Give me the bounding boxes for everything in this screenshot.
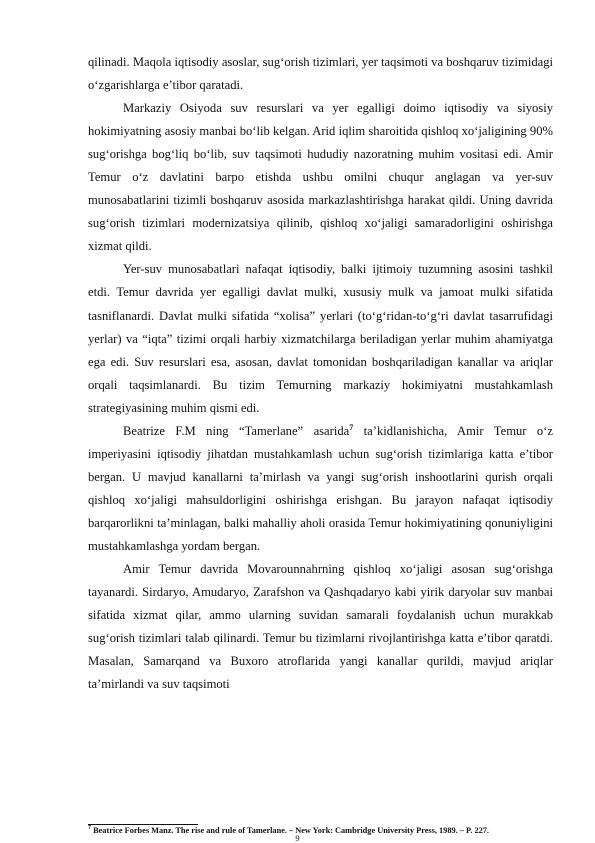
paragraph-4 [88, 420, 553, 558]
paragraph-5: Amir Temur davrida Movarounnahrning qishloq xo‘jaligi asosan sug‘orishga tayanardi. Sirdaryo, Amudaryo, Zarafshon va Qashqadaryo kabi yirik daryolar suv manbai sifatida xizmat qilar, ammo ularning suvidan samarali foydalanish uchun murakkab sug‘orish tizimlari talab qilinardi. Temur bu tizimlarni rivojlantirishga katta e’tibor qaratdi. Masalan, Samarqand va Buxoro atroflarida yangi kanallar qurildi, mavjud ariqlar ta’mirlandi va suv taqsimoti [88, 562, 553, 692]
paragraph-2: Markaziy Osiyoda suv resurslari va yer egalligi doimo iqtisodiy va siyosiy hokimiyatning asosiy manbai bo‘lib kelgan. Arid iqlim sharoitida qishloq xo‘jaligining 90% sug‘orishga bog‘liq bo‘lib, suv taqsimoti hududiy nazoratning muhim vositasi edi. Amir Temur o‘z davlatini barpo etishda ushbu omilni chuqur anglagan va yer-suv munosabatlarini tizimli boshqaruv asosida markazlashtirishga harakat qildi. Uning davrida sug‘orish tizimlari modernizatsiya qilinib, qishloq xo‘jaligi samaradorligini oshirishga xizmat qildi. [88, 101, 553, 254]
paragraph-3: Yer-suv munosabatlari nafaqat iqtisodiy, balki ijtimoiy tuzumning asosini tashkil etdi. Temur davrida yer egalligi davlat mulki, xususiy mulk va jamoat mulki sifatida tasniflanardi. Davlat mulki sifatida “xolisa” yerlari (to‘g‘ridan-to‘g‘ri davlat tasarrufidagi yerlar) va “iqta” tizimi orqali harbiy xizmatchilarga beriladigan yerlar muhim ahamiyatga ega edi. Suv resurslari esa, asosan, davlat tomonidan boshqariladigan kanallar va ariqlar orqali taqsimlanardi. Bu tizim Temurning markaziy hokimiyatni mustahkamlash strategiyasining muhim qismi edi. [88, 262, 553, 415]
footnote-reference[interactable]: 7 [349, 422, 354, 432]
footnote-text: Beatrice Forbes Manz. The rise and rule of Tamerlane. – New York: Cambridge University Press, 1989. – P. 227. [91, 826, 489, 835]
footnote-number: 7 [88, 825, 91, 832]
page-number: 9 [295, 833, 300, 843]
paragraph-4-text-after-ref: ta’kidlanishicha, Amir Temur o‘z imperiyasini iqtisodiy jihatdan mustahkamlash uchun sug‘orish tizimlariga katta e’tibor bergan. U mavjud kanallarni ta’mirlash va yangi sug‘orish inshootlarini qurish orqali qishloq xo‘jaligi mahsuldorligini oshirishga erishgan. Bu jarayon nafaqat iqtisodiy barqarorlikni ta’minlagan, balki mahalliy aholi orasida Temur hokimiyatining qonuniyligini mustahkamlashga yordam bergan. [88, 423, 553, 553]
paragraph-4-text-before-ref: Beatrize F.M ning “Tamerlane” asarida [123, 423, 350, 438]
body-text [88, 51, 553, 696]
paragraph-1: qilinadi. Maqola iqtisodiy asoslar, sug‘orish tizimlari, yer taqsimoti va boshqaruv tizimidagi o‘zgarishlarga e’tibor qaratadi. [88, 55, 553, 93]
footnote-separator [88, 824, 198, 825]
